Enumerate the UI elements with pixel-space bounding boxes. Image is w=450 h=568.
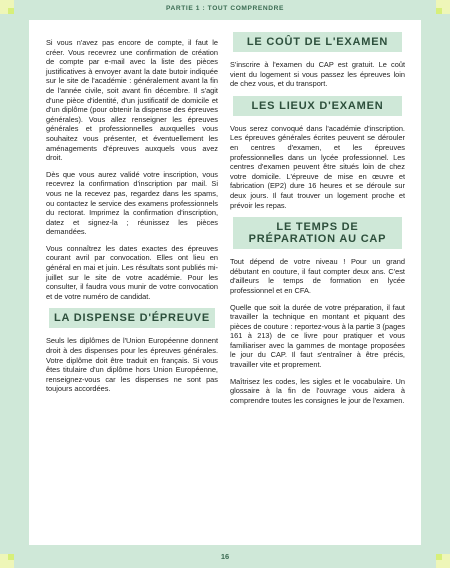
- paragraph: S'inscrire à l'examen du CAP est gratuit. Le coût vient du logement si vous passez les épreuves loin de chez vous, et du transport.: [230, 60, 405, 89]
- paragraph: Seuls les diplômes de l'Union Européenne donnent droit à des dispenses pour les épreuves générales. Votre diplôme doit être traduit en français. Si vous êtes titulaire d'un diplôme hors Union Européenne, renseignez-vous car les dispenses ne sont pas toujours accordées.: [46, 336, 218, 394]
- paragraph: Tout dépend de votre niveau ! Pour un grand débutant en couture, il faut compter deux ans. C'est d'ailleurs le temps de formation en lycée professionnel et en CFA.: [230, 257, 405, 295]
- page-content: [29, 20, 421, 545]
- heading-dispense: LA DISPENSE D'ÉPREUVE: [46, 308, 218, 328]
- right-column: [230, 32, 405, 412]
- page-number: 16: [220, 552, 230, 561]
- heading-cout: LE COÛT DE L'EXAMEN: [230, 32, 405, 52]
- section-title: PARTIE 1 : TOUT COMPRENDRE: [166, 5, 284, 12]
- paragraph: Maîtrisez les codes, les sigles et le vocabulaire. Un glossaire à la fin de l'ouvrage vous aidera à comprendre toutes les consignes le jour de l'examen.: [230, 376, 405, 405]
- paragraph: Vous serez convoqué dans l'académie d'inscription. Les épreuves générales écrites peuvent se dérouler en centres d'examen, et les épreuves professionnelles dans un lycée professionnel. Les centres d'examen peuvent être situés loin de chez votre domicile. L'épreuve de mise en œuvre et fabrication (EP2) dure 16 heures et se déroule sur deux jours. Il faut trouver un logement proche et prévoir les repas.: [230, 123, 405, 210]
- paragraph: Si vous n'avez pas encore de compte, il faut le créer. Vous recevrez une confirmation de création de compte par e-mail avec la liste des pièces justificatives à envoyer avant la date butoir indiquée sur le site de l'académie : généralement avant la fin de l'année civile, soit avant fin décembre. Il s'agit d'une pièce d'identité, d'un justificatif de domicile et d'un diplôme (pour obtenir la dispense des épreuves générales). Vous allez renseigner les épreuves générales et professionnelles auxquelles vous souhaitez vous présenter, et éventuellement les aménagements d'épreuves auxquels vous avez droit.: [46, 38, 218, 163]
- paragraph: Dès que vous aurez validé votre inscription, vous recevrez la confirmation d'inscription par mail. Si vous ne la recevez pas, regardez dans les spams, ou contactez le service des examens professionnels du rectorat. Imprimez la confirmation d'inscription, datez et signez-la ; réunissez les pièces demandées.: [46, 169, 218, 237]
- paragraph: Quelle que soit la durée de votre préparation, il faut travailler la technique en montant et piquant des pièces de couture : reportez-vous à la partie 3 (pages 161 à 213) de ce livre pour pratiquer et vous familiariser avec la gammes de montage proposées le jour du CAP. Il faut s'entraîner à être précis, travailler vite et proprement.: [230, 302, 406, 370]
- heading-lieux: LES LIEUX D'EXAMEN: [230, 96, 405, 116]
- left-column: [46, 38, 218, 401]
- heading-temps: LE TEMPS DE PRÉPARATION AU CAP: [230, 217, 405, 249]
- paragraph: Vous connaîtrez les dates exactes des épreuves courant avril par convocation. Elles ont lieu en général en mai et juin. Les résultats sont publiés mi-juillet sur le site de votre académie. Pour les consulter, il faudra vous munir de votre convocation et de votre numéro de candidat.: [46, 243, 218, 301]
